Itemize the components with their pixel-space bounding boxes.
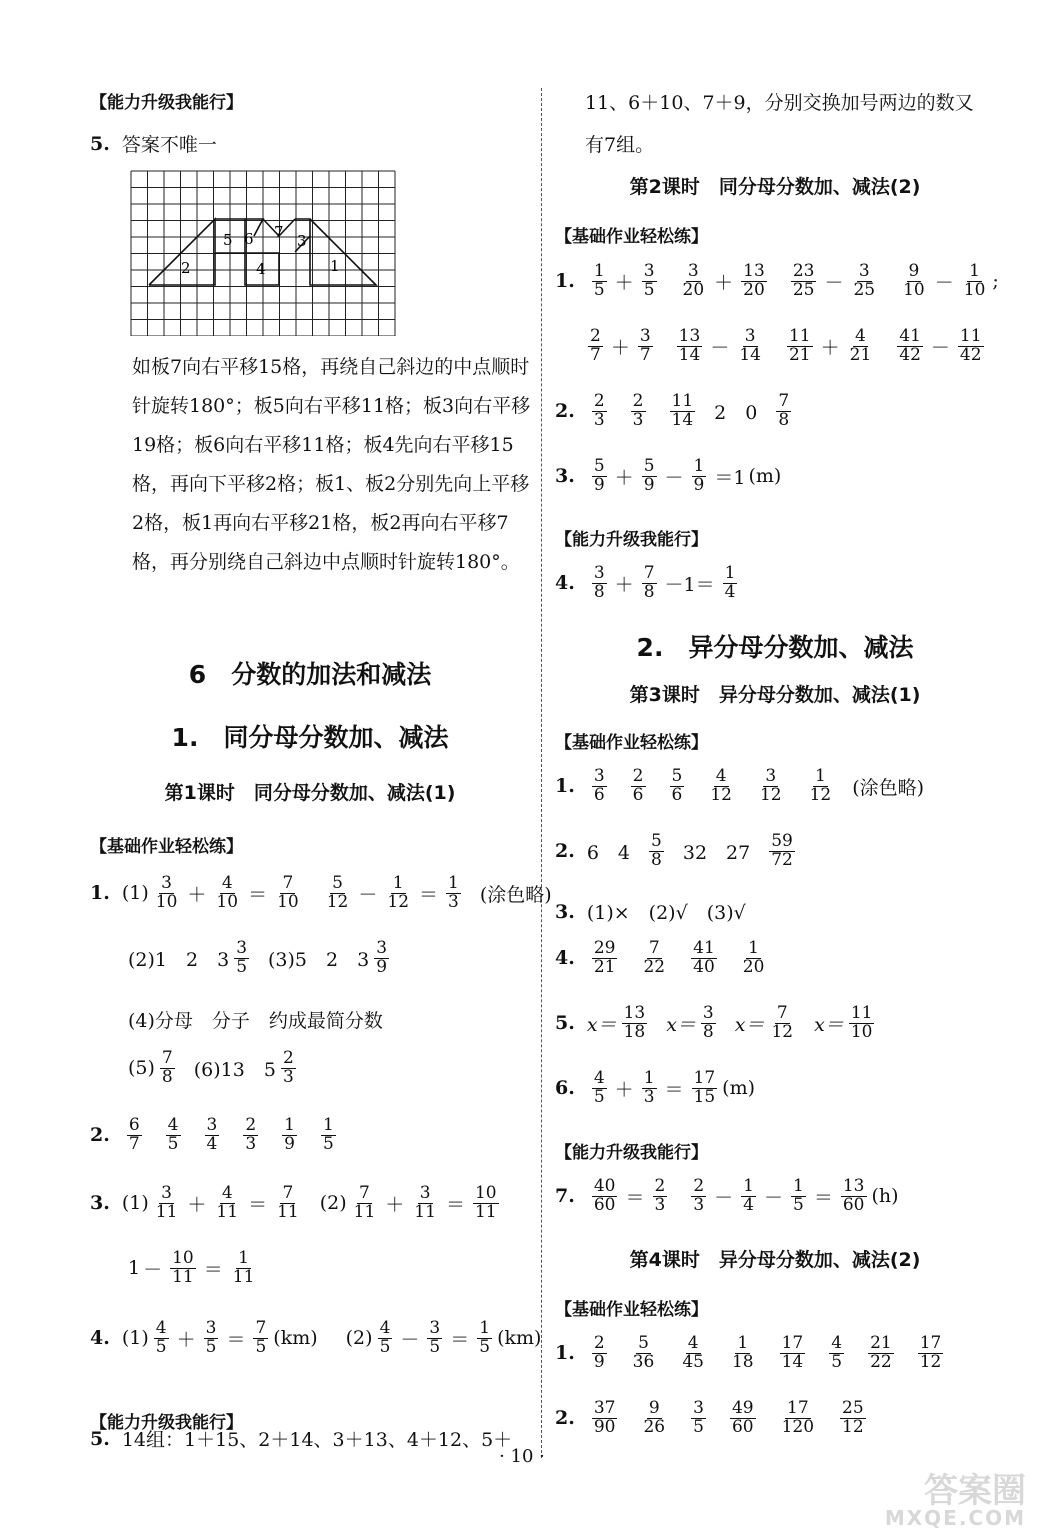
fraction: 4 5	[167, 1115, 179, 1154]
fraction: 6 7	[128, 1115, 140, 1154]
question-2b: 2. 6 4 5 8 32 27 59 72	[555, 831, 793, 870]
fraction: 10 11	[172, 1248, 194, 1287]
question-1: 1. 1 5 ＋ 3 5 3 20 ＋ 13 20 23 25 － 3 25 9 10 － 1 10 ;	[555, 261, 999, 300]
fraction: 59 72	[771, 831, 793, 870]
section-tag: 【基础作业轻松练】	[555, 733, 708, 753]
piece-label: 2	[181, 259, 191, 277]
fraction: 2 3	[282, 1048, 294, 1087]
fraction: 2 3	[654, 1176, 666, 1215]
fraction: 5 36	[632, 1333, 655, 1372]
fraction: 1 9	[693, 456, 705, 495]
fraction: 3 4	[206, 1115, 218, 1154]
section-title: 2. 异分母分数加、减法	[636, 633, 914, 662]
fraction: 3 5	[693, 1398, 704, 1437]
continued-text: 有7组。	[585, 134, 655, 156]
fraction: 1 11	[232, 1248, 255, 1287]
fraction: 3 5	[429, 1318, 441, 1357]
fraction: 21 22	[870, 1333, 892, 1372]
piece-label: 1	[330, 257, 340, 275]
fraction: 13 14	[678, 326, 701, 365]
fraction: 3 11	[414, 1183, 436, 1222]
fraction: 41 42	[899, 326, 921, 365]
fraction: 7 8	[161, 1048, 173, 1087]
fraction: 5 8	[651, 831, 662, 870]
fraction: 1 10	[963, 261, 986, 300]
fraction: 17 15	[693, 1068, 716, 1107]
fraction: 4 21	[849, 326, 872, 365]
fraction: 5 9	[643, 456, 655, 495]
section-tag: 【能力升级我能行】	[555, 1143, 708, 1163]
page-number: · 10 ·	[499, 1446, 545, 1467]
fraction: 9 26	[643, 1398, 666, 1437]
fraction: 1 5	[793, 1176, 804, 1215]
lesson-title: 第2课时 同分母分数加、减法(2)	[629, 176, 921, 198]
fraction: 40 60	[593, 1176, 616, 1215]
fraction: 5 9	[593, 456, 605, 495]
watermark: 答案圈 MXQE.COM	[884, 1471, 1026, 1530]
section-tag: 【基础作业轻松练】	[555, 227, 708, 247]
question-4: 4. 3 8 ＋ 7 8 －1＝ 1 4	[555, 563, 736, 602]
fraction: 13 60	[842, 1176, 865, 1215]
fraction: 3 6	[593, 766, 605, 805]
question-1: 1. (1) 3 10 ＋ 4 10 ＝ 7 10 5 12 － 1 12 ＝ 1 3 (涂色略)	[90, 873, 552, 912]
fraction: 3 5	[205, 1318, 217, 1357]
fraction: 2 3	[693, 1176, 705, 1215]
fraction: 5 6	[671, 766, 683, 805]
question-1-row-2: 2 7 ＋ 3 7 13 14 － 3 14 11 21 ＋ 4 21 41 42 － 11 42	[590, 326, 982, 365]
fraction: 13 18	[623, 1003, 646, 1042]
fraction: 3 5	[236, 938, 248, 977]
fraction: 2 3	[245, 1115, 257, 1154]
fraction: 17 120	[781, 1398, 815, 1437]
piece-label: 4	[256, 260, 266, 278]
fraction: 2 6	[632, 766, 644, 805]
question-1-part-2: (2)1 2 3 3 5 (3)5 2 3 3 9	[128, 938, 388, 977]
fraction: 3 14	[739, 326, 761, 365]
fraction: 1 4	[743, 1176, 754, 1215]
fraction: 7 8	[778, 391, 790, 430]
column-divider	[541, 88, 542, 1458]
question-2: 2. 2 3 2 3 11 14 2 0 7 8	[555, 391, 790, 430]
fraction: 1 12	[809, 766, 832, 805]
fraction: 11 42	[959, 326, 982, 365]
section-title: 1. 同分母分数加、减法	[171, 723, 449, 752]
fraction: 3 12	[759, 766, 782, 805]
fraction: 7 12	[771, 1003, 794, 1042]
fraction: 7 11	[353, 1183, 376, 1222]
fraction: 7 10	[277, 873, 299, 912]
fraction: 4 45	[682, 1333, 704, 1372]
section-tag: 【能力升级我能行】	[90, 93, 243, 113]
fraction: 3 11	[155, 1183, 178, 1222]
fraction: 1 5	[322, 1115, 334, 1154]
lesson-title: 第1课时 同分母分数加、减法(1)	[164, 782, 456, 804]
fraction: 4 5	[155, 1318, 167, 1357]
section-tag: 【能力升级我能行】	[555, 530, 708, 550]
question-3: 3. (1) 3 11 ＋ 4 11 ＝ 7 11 (2) 7 11 ＋ 3 11 ＝ 10 11	[90, 1183, 497, 1222]
fraction: 2 3	[593, 391, 605, 430]
section-tag: 【能力升级我能行】	[90, 1413, 243, 1433]
piece-label: 6	[244, 230, 254, 248]
fraction: 2 3	[632, 391, 644, 430]
fraction: 4 12	[710, 766, 732, 805]
fraction: 23 25	[792, 261, 815, 300]
fraction: 4 11	[216, 1183, 239, 1222]
question-5b: 5. x＝ 13 18 x＝ 3 8 x＝ 7 12 x＝ 11 10	[555, 1003, 873, 1042]
fraction: 1 3	[448, 873, 459, 912]
fraction: 3 8	[702, 1003, 714, 1042]
question-2: 2. 6 7 4 5 3 4 2 3 1 9 1 5	[90, 1115, 334, 1154]
question-5: 5. 答案不唯一	[90, 132, 217, 156]
fraction: 4 5	[831, 1333, 843, 1372]
fraction: 3 5	[643, 261, 655, 300]
fraction: 3 20	[682, 261, 705, 300]
fraction: 7 22	[643, 938, 666, 977]
fraction: 17 12	[919, 1333, 942, 1372]
question-1-part-4: (4)分母 分子 约成最简分数	[128, 1010, 383, 1032]
fraction: 4 5	[593, 1068, 605, 1107]
fraction: 10 11	[474, 1183, 497, 1222]
fraction: 1 20	[742, 938, 765, 977]
question-3-part-b: 1 － 10 11 ＝ 1 11	[128, 1248, 255, 1287]
lesson-title: 第3课时 异分母分数加、减法(1)	[629, 684, 921, 706]
fraction: 11 10	[850, 1003, 873, 1042]
fraction: 37 90	[593, 1398, 616, 1437]
fraction: 1 5	[593, 261, 605, 300]
fraction: 11 14	[671, 391, 694, 430]
question-7: 7. 40 60 ＝ 2 3 2 3 － 1 4 － 1 5 ＝ 13 60 (h)	[555, 1176, 899, 1215]
fraction: 49 60	[731, 1398, 754, 1437]
question-1b: 1. 3 6 2 6 5 6 4 12 3 12 1 12 (涂色略)	[555, 766, 925, 805]
fraction: 1 9	[284, 1115, 295, 1154]
question-4b: 4. 29 21 7 22 41 40 1 20	[555, 938, 765, 977]
fraction: 1 4	[724, 563, 736, 602]
fraction: 7 5	[255, 1318, 267, 1357]
fraction: 3 8	[593, 563, 605, 602]
section-tag: 【基础作业轻松练】	[90, 837, 243, 857]
fraction: 13 20	[743, 261, 765, 300]
fraction: 29 21	[593, 938, 616, 977]
fraction: 7 11	[277, 1183, 299, 1222]
fraction: 4 10	[216, 873, 239, 912]
fraction: 41 40	[693, 938, 715, 977]
tangram-grid	[130, 170, 396, 340]
fraction: 4 5	[379, 1318, 391, 1357]
continued-text: 11、6＋10、7＋9，分别交换加号两边的数又	[585, 92, 974, 114]
question-3b: 3. (1)× (2)√ (3)√	[555, 900, 746, 924]
chapter-title: 6 分数的加法和减法	[188, 660, 432, 689]
fraction: 3 10	[155, 873, 178, 912]
fraction: 17 14	[781, 1333, 804, 1372]
question-1c: 1. 2 9 5 36 4 45 1 18 17 14 4 5 21 22 17 12	[555, 1333, 942, 1372]
fraction: 1 18	[731, 1333, 754, 1372]
question-5b: 5. 14组：1＋15、2＋14、3＋13、4＋12、5＋	[90, 1427, 513, 1451]
piece-label: 3	[297, 232, 307, 250]
question-1-part-5: (5) 7 8 (6)13 5 2 3	[128, 1048, 294, 1087]
section-tag: 【基础作业轻松练】	[555, 1300, 708, 1320]
lesson-title: 第4课时 异分母分数加、减法(2)	[629, 1249, 921, 1271]
question-2c: 2. 37 90 9 26 3 5 49 60 17 120 25 12	[555, 1398, 864, 1437]
fraction: 2 7	[590, 326, 601, 365]
fraction: 1 5	[479, 1318, 491, 1357]
question-4: 4. (1) 4 5 ＋ 3 5 ＝ 7 5 (km) (2) 4 5 － 3 5 ＝ 1 5 (km)	[90, 1318, 542, 1357]
explanation-text: 如板7向右平移15格，再绕自己斜边的中点顺时针旋转180°；板5向右平移11格；板3向右平移19格；板6向右平移11格；板4先向右平移15格，再向下平移2格；板1、板2分别先向上平移2格，板1再向右平移21格，板2再向右平移7格，再分别绕自己斜边中点顺时针旋转180°。	[132, 356, 531, 573]
question-3: 3. 5 9 ＋ 5 9 － 1 9 ＝1 (m)	[555, 456, 782, 495]
fraction: 25 12	[842, 1398, 864, 1437]
fraction: 2 9	[593, 1333, 605, 1372]
fraction: 1 3	[643, 1068, 655, 1107]
fraction: 5 12	[326, 873, 349, 912]
fraction: 9 10	[903, 261, 925, 300]
fraction: 7 8	[643, 563, 655, 602]
fraction: 3 25	[853, 261, 876, 300]
fraction: 3 9	[376, 938, 388, 977]
fraction: 11 21	[788, 326, 811, 365]
fraction: 1 12	[387, 873, 410, 912]
fraction: 3 7	[639, 326, 651, 365]
piece-label: 5	[223, 231, 233, 249]
grid-figure	[130, 170, 396, 336]
piece-label: 7	[274, 223, 284, 241]
question-6b: 6. 4 5 ＋ 1 3 ＝ 17 15 (m)	[555, 1068, 756, 1107]
